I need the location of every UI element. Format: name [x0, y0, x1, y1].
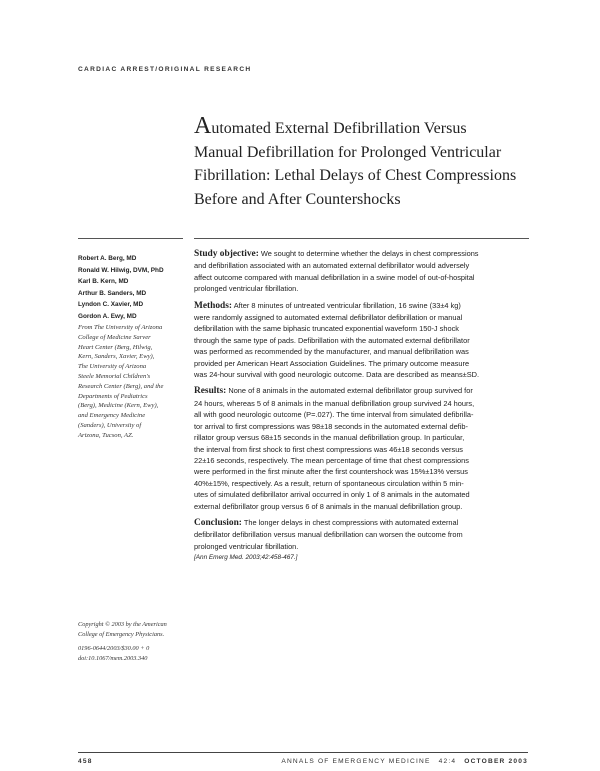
abstract-line — [194, 300, 530, 312]
abstract-line: were randomly assigned to automated external defibrillator defibrillation or manual — [194, 313, 463, 323]
affiliation-line: Departments of Pediatrics — [78, 392, 148, 400]
abstract-line: affect outcome compared with manual defibrillation in a swine model of out-of-hospital — [194, 272, 475, 282]
affiliation-line: (Berg), Medicine (Kern, Ewy), — [78, 402, 159, 410]
copyright-block — [78, 620, 198, 663]
article-title — [194, 113, 534, 211]
author-name: Karl B. Kern, MD — [78, 278, 129, 285]
abstract-heading: Methods: — [194, 300, 233, 311]
abstract-line: 24 hours, whereas 5 of 8 animals in the manual defibrillation group survived 24 hours, — [194, 398, 475, 408]
sidebar-divider — [78, 238, 183, 239]
title-line: Manual Defibrillation for Prolonged Ventricular — [194, 143, 502, 161]
abstract-line — [194, 517, 530, 529]
affiliation-line: Research Center (Berg), and the — [78, 382, 164, 390]
title-line-text: utomated External Defibrillation Versus — [211, 120, 467, 137]
author-name: Lyndon C. Xavier, MD — [78, 301, 144, 308]
abstract-line: utes of simulated defibrillator arrival occurred in only 1 of 8 animals in the automated — [194, 490, 470, 500]
abstract-heading: Results: — [194, 386, 227, 397]
abstract-study-objective — [194, 248, 530, 295]
abstract-text: We sought to determine whether the delays in chest compressions — [260, 249, 479, 258]
abstract-line: tor arrival to first compressions was 98±18 seconds in the automated external defib- — [194, 421, 468, 431]
abstract-conclusion — [194, 517, 530, 564]
abstract-heading: Conclusion: — [194, 517, 242, 528]
abstract-line: and defibrillation associated with an automated external defibrillator would adversely — [194, 261, 470, 271]
affiliation-line: Heart Center (Berg, Hilwig, — [78, 343, 153, 351]
abstract-results — [194, 385, 530, 511]
abstract-line: prolonged ventricular fibrillation. — [194, 541, 299, 551]
affiliation-line: Steele Memorial Children's — [78, 372, 151, 380]
journal-footer — [281, 758, 528, 765]
affiliation-line: Arizona, Tucson, AZ. — [78, 431, 134, 439]
author-name: Ronald W. Hilwig, DVM, PhD — [78, 266, 164, 274]
abstract-line: was 24-hour survival with good neurologic outcome. Data are described as means±SD. — [194, 370, 480, 380]
author-affiliation — [78, 323, 188, 441]
journal-date: OCTOBER 2003 — [464, 758, 528, 765]
abstract-text: The longer delays in chest compressions with automated external — [243, 517, 459, 527]
abstract-line: was performed as recommended by the manufacturer, and manual defibrillation was — [194, 347, 469, 357]
title-line: Before and After Countershocks — [194, 190, 401, 208]
abstract-line: the interval from first shock to first chest compressions was 46±18 seconds versus — [194, 444, 463, 454]
abstract-line: were performed in the first minute after the first countershock was 15%±13% versus — [194, 467, 468, 477]
title-drop-initial: A — [194, 113, 212, 139]
abstract-heading: Study objective: — [194, 249, 259, 259]
author-name: Arthur B. Sanders, MD — [78, 289, 147, 297]
abstract-line: prolonged ventricular fibrillation. — [194, 284, 299, 294]
abstract-line: 22±16 seconds, respectively. The mean percentage of time that chest compressions — [194, 455, 469, 465]
abstract-line: 40%±15%, respectively. As a result, return of spontaneous circulation within 5 min- — [194, 478, 464, 488]
abstract-divider — [194, 238, 529, 239]
abstract-line: through the same type of pads. Defibrillation with the automated external defibrillator — [194, 335, 470, 345]
section-label: CARDIAC ARREST/ORIGINAL RESEARCH — [78, 66, 252, 73]
title-line — [194, 113, 534, 141]
abstract-line: rillator group versus 68±15 seconds in the manual defibrillation group. In particular, — [194, 433, 465, 443]
journal-name: ANNALS OF EMERGENCY MEDICINE — [281, 758, 431, 765]
author-name: Gordon A. Ewy, MD — [78, 312, 137, 320]
citation: [Ann Emerg Med. 2003;42:458-467.] — [194, 554, 298, 562]
abstract-text: After 8 minutes of untreated ventricular fibrillation, 16 swine (33±4 kg) — [233, 300, 461, 310]
affiliation-line: From The University of Arizona — [78, 324, 163, 331]
affiliation-line: College of Medicine Sarver — [78, 333, 151, 341]
abstract-text: None of 8 animals in the automated external defibrillator group survived for — [228, 386, 473, 396]
author-name: Robert A. Berg, MD — [78, 255, 137, 262]
abstract-methods — [194, 300, 530, 381]
abstract-line: defibrillation with the same biphasic truncated exponential waveform 150-J shock — [194, 324, 459, 334]
copyright-line: 0196-0644/2003/$30.00 + 0 — [78, 645, 150, 653]
abstract-line: defibrillator defibrillation versus manual defibrillation can worsen the outcome from — [194, 530, 463, 540]
affiliation-line: The University of Arizona — [78, 363, 147, 371]
copyright-line: Copyright © 2003 by the American — [78, 621, 167, 628]
page-number: 458 — [78, 758, 93, 765]
abstract-line: external defibrillator group versus 6 of 8 animals in the manual defibrillation group. — [194, 501, 463, 511]
abstract-line — [194, 385, 530, 397]
abstract-line: all with good neurologic outcome (P=.027). The time interval from simulated defibrilla- — [194, 410, 474, 420]
affiliation-line: (Sanders), University of — [78, 421, 142, 429]
abstract — [194, 248, 530, 569]
abstract-line: provided per American Heart Association Guidelines. The primary outcome measure — [194, 358, 470, 368]
copyright-line: doi:10.1067/mem.2003.340 — [78, 654, 148, 662]
title-line: Fibrillation: Lethal Delays of Chest Compressions — [194, 167, 517, 184]
copyright-line: College of Emergency Physicians. — [78, 630, 165, 638]
journal-volume: 42:4 — [438, 758, 457, 765]
affiliation-line: Kern, Sanders, Xavier, Ewy), — [78, 353, 155, 361]
author-list — [78, 253, 188, 322]
footer-divider — [78, 752, 528, 753]
affiliation-line: and Emergency Medicine — [78, 412, 146, 420]
abstract-line — [194, 248, 530, 260]
